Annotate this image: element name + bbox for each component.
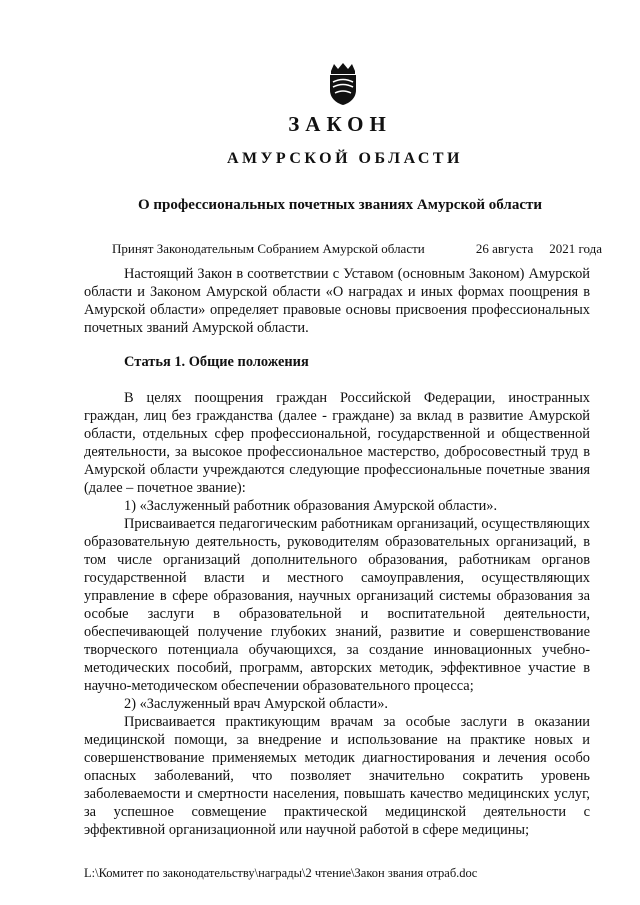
adoption-date xyxy=(476,241,602,257)
adopted-by: Принят Законодательным Собранием Амурской области xyxy=(112,241,425,256)
document-title: ЗАКОН xyxy=(288,112,392,136)
item-1-description: Присваивается педагогическим работникам организаций, осуществляющих образовательную деятельность, руководителям образовательных организаций, в том числе организаций дополнительного образования, работникам органов государственной власти и местного самоуправления, осуществляющих управление в сфере образования, научных организаций системы образования за особые заслуги в образовательной и воспитательной деятельности, обеспечивающей получение глубоких знаний, развитие и совершенствование творческого потенциала обучающихся, за создание инновационных учебно-методических пособий, программ, авторских методик, эффективное участие в научно-методическом обеспечении образовательного процесса; xyxy=(84,516,590,694)
file-path-footer: L:\Комитет по законодательству\награды\2 чтение\Закон звания отраб.doc xyxy=(84,866,478,880)
coat-of-arms-icon xyxy=(326,62,360,106)
item-2-description: Присваивается практикующим врачам за особые заслуги в оказании медицинской помощи, за внедрение и использование на практике новых и совершенствование применяемых методик диагностирования и лечения особо опасных заболеваний, что позволяет значительно сократить уровень заболеваемости и смертности населения, повышать качество медицинских услуг, за успешное совмещение практической медицинской деятельности с эффективной организационной или научной работой в сфере медицины; xyxy=(84,714,590,838)
adoption-line xyxy=(112,241,602,257)
item-2: 2) «Заслуженный врач Амурской области». xyxy=(124,696,389,712)
document-body xyxy=(84,265,590,839)
adopted-year: 2021 года xyxy=(549,241,602,256)
item-1: 1) «Заслуженный работник образования Амурской области». xyxy=(124,498,498,514)
article-1-title: Статья 1. Общие положения xyxy=(124,354,309,370)
intro-paragraph: Настоящий Закон в соответствии с Уставом (основным Законом) Амурской области и Законом Амурской области «О наградах и иных формах поощрения в Амурской области» определяет правовые основы присвоения профессиональных почетных званий Амурской области. xyxy=(84,266,590,336)
article-1-paragraph: В целях поощрения граждан Российской Федерации, иностранных граждан, лиц без гражданства (далее - граждане) за вклад в развитие Амурской области, отдельных сфер профессиональной, государственной и общественной деятельности, за высокое профессиональное мастерство, добросовестный труд в Амурской области учреждаются следующие профессиональные почетные звания (далее – почетное звание): xyxy=(84,390,590,496)
adopted-day: 26 августа xyxy=(475,241,534,256)
document-subtitle: АМУРСКОЙ ОБЛАСТИ xyxy=(227,150,463,167)
law-heading: О профессиональных почетных званиях Амурской области xyxy=(137,197,543,213)
